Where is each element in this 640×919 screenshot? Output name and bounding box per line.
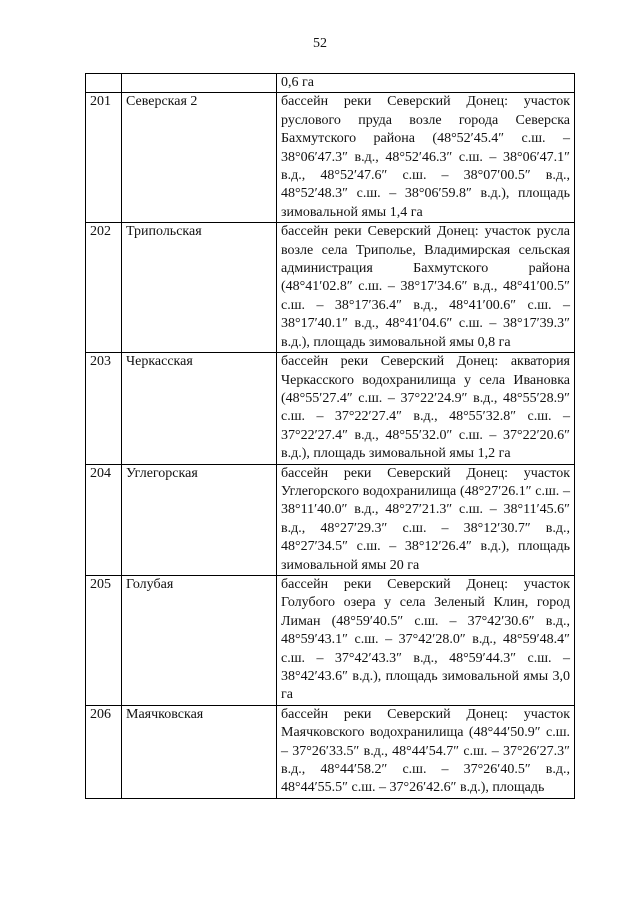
- row-name: Черкасская: [122, 353, 277, 464]
- row-number: 201: [86, 93, 122, 223]
- description-text: бассейн реки Северский Донец: акватория Черкасского водохранилища у села Ивановка (48°55′27.4″ с.ш. – 37°22′24.9″ в.д., 48°55′28.9″ с.ш. – 37°22′27.4″ в.д., 48°55′32.8″ с.ш. – 37°22′27.4″ в.д., 48°55′32.0″ с.ш. – 37°22′20.6″ в.д.), площадь зимовальной ямы 1,2 га: [281, 354, 570, 462]
- table-row: [86, 464, 575, 575]
- description-text: бассейн реки Северский Донец: участок Маячковского водохранилища (48°44′50.9″ с.ш. – 37°26′33.5″ в.д., 48°44′54.7″ с.ш. – 37°26′27.3″ в.д., 48°44′58.2″ с.ш. – 37°26′40.5″ в.д., 48°44′55.5″ с.ш. – 37°26′42.6″ в.д.), площадь: [281, 706, 570, 796]
- row-number: 202: [86, 223, 122, 353]
- table-row: [86, 93, 575, 223]
- row-description: [277, 223, 575, 353]
- table-row: [86, 353, 575, 464]
- row-name: Углегорская: [122, 464, 277, 575]
- row-description: [277, 464, 575, 575]
- table-row: [86, 74, 575, 93]
- row-number: [86, 74, 122, 93]
- description-text: бассейн реки Северский Донец: участок руслового пруда возле города Северска Бахмутского района (48°52′45.4″ с.ш. – 38°06′47.3″ в.д., 48°52′46.3″ с.ш. – 38°06′47.1″ в.д., 48°52′47.6″ с.ш. – 38°07′00.5″ в.д., 48°52′48.3″ с.ш. – 38°06′59.8″ в.д.), площадь зимовальной ямы 1,4 га: [281, 94, 570, 220]
- row-name: Голубая: [122, 575, 277, 705]
- row-description: [277, 705, 575, 798]
- row-number: 205: [86, 575, 122, 705]
- table-row: [86, 705, 575, 798]
- row-description: [277, 74, 575, 93]
- row-name: Северская 2: [122, 93, 277, 223]
- row-name: [122, 74, 277, 93]
- row-number: 203: [86, 353, 122, 464]
- table-row: [86, 223, 575, 353]
- row-name: Трипольская: [122, 223, 277, 353]
- description-text: 0,6 га: [281, 75, 314, 90]
- table-row: [86, 575, 575, 705]
- description-text: бассейн реки Северский Донец: участок Углегорского водохранилища (48°27′26.1″ с.ш. – 38°11′40.0″ в.д., 48°27′21.3″ с.ш. – 38°11′45.6″ в.д., 48°27′29.3″ с.ш. – 38°12′30.7″ в.д., 48°27′34.5″ с.ш. – 38°12′26.4″ в.д.), площадь зимовальной ямы 20 га: [281, 465, 570, 573]
- reservoir-table: [85, 73, 575, 799]
- row-number: 204: [86, 464, 122, 575]
- row-description: [277, 93, 575, 223]
- row-number: 206: [86, 705, 122, 798]
- row-description: [277, 353, 575, 464]
- description-text: бассейн реки Северский Донец: участок Голубого озера у села Зеленый Клин, город Лиман (48°59′40.5″ с.ш. – 37°42′30.6″ в.д., 48°59′43.1″ с.ш. – 37°42′28.0″ в.д., 48°59′48.4″ с.ш. – 37°42′43.3″ в.д., 48°59′44.3″ с.ш. – 38°42′43.6″ в.д.), площадь зимовальной ямы 3,0 га: [281, 576, 570, 703]
- row-name: Маячковская: [122, 705, 277, 798]
- row-description: [277, 575, 575, 705]
- page-number: 52: [313, 36, 327, 51]
- description-text: бассейн реки Северский Донец: участок русла возле села Триполье, Владимирская сельская администрация Бахмутского района (48°41′02.8″ с.ш. – 38°17′34.6″ в.д., 48°41′00.5″ с.ш. – 38°17′36.4″ в.д., 48°41′00.6″ с.ш. – 38°17′40.1″ в.д., 48°41′04.6″ с.ш. – 38°17′39.3″ в.д.), площадь зимовальной ямы 0,8 га: [281, 224, 570, 350]
